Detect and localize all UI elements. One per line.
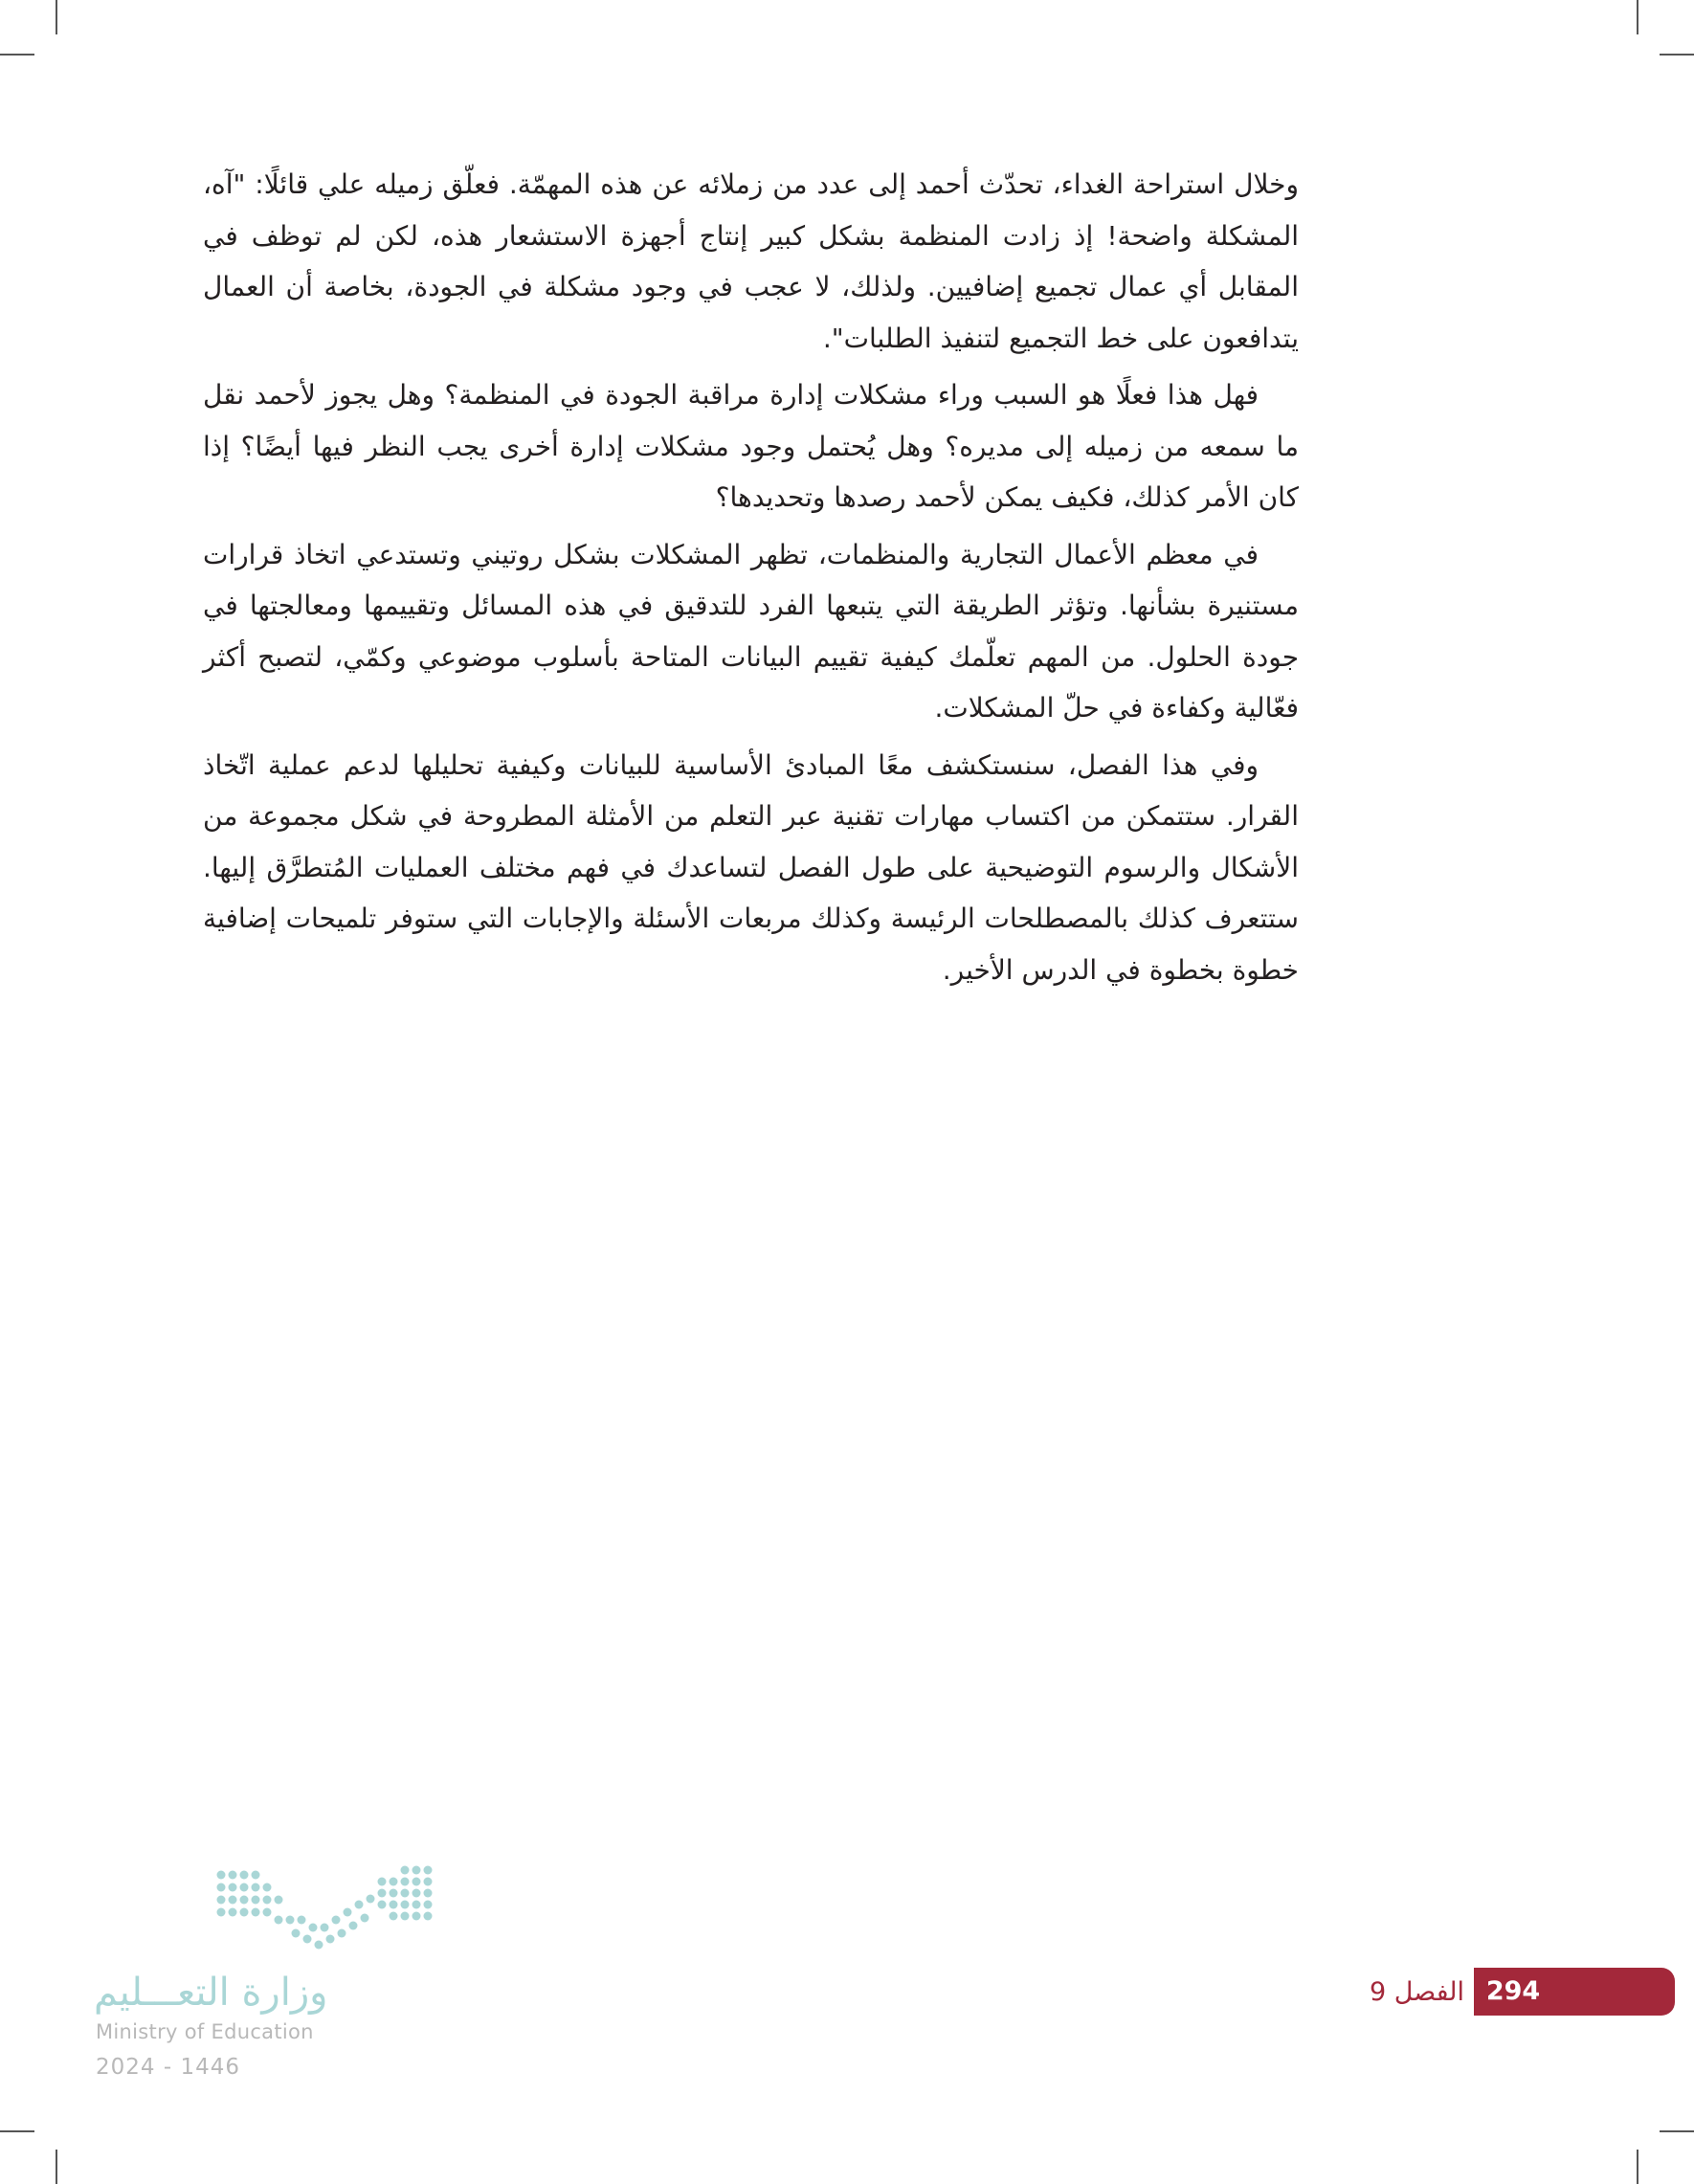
logo-dot — [229, 1908, 237, 1917]
logo-english-text: Ministry of Education — [96, 2020, 314, 2043]
logo-dot — [378, 1889, 387, 1898]
logo-dot — [315, 1941, 323, 1950]
logo-dot — [390, 1901, 398, 1909]
logo-dot — [263, 1883, 272, 1892]
paragraph-2: فهل هذا فعلًا هو السبب وراء مشكلات إدارة مراقبة الجودة في المنظمة؟ وهل يجوز لأحمد نقل ما سمعه من زميله إلى مديره؟ وهل يُحتمل وجود مشكلات إدارة أخرى يجب النظر فيها أيضًا؟ إذا كان الأمر كذلك، فكيف يمكن لأحمد رصدها وتحديدها؟ — [203, 379, 1299, 513]
logo-dot — [309, 1924, 318, 1932]
logo-dot — [217, 1896, 226, 1905]
logo-dot — [424, 1901, 433, 1909]
logo-dot — [390, 1878, 398, 1886]
crop-mark-bottom-right — [1637, 2150, 1638, 2184]
crop-mark-bottom-left-h — [0, 2130, 34, 2132]
logo-dot — [361, 1914, 369, 1923]
paragraph-1: وخلال استراحة الغداء، تحدّث أحمد إلى عدد من زملائه عن هذه المهمّة. فعلّق زميله علي قائلًا: "آه، المشكلة واضحة! إذ زادت المنظمة بشكل كبير إنتاج أجهزة الاستشعار هذه، لكن لم توظف في المقابل أي عمال تجميع إضافيين. ولذلك، لا عجب في وجود مشكلة في الجودة، بخاصة أن العمال يتدافعون على خط التجميع لتنفيذ الطلبات". — [203, 168, 1299, 354]
logo-dot — [275, 1896, 283, 1905]
logo-dot — [229, 1883, 237, 1892]
chapter-label: الفصل 9 — [1369, 1977, 1464, 2007]
logo-dot — [424, 1866, 433, 1875]
logo-dot — [217, 1883, 226, 1892]
logo-dot — [217, 1871, 226, 1880]
logo-dot — [286, 1916, 295, 1925]
logo-dot — [424, 1912, 433, 1921]
logo-arabic-text: وزارة التعـــليم — [94, 1971, 328, 2015]
logo-dot — [326, 1935, 335, 1944]
body-text — [203, 159, 1299, 1001]
logo-dot — [240, 1908, 249, 1917]
logo-dot — [401, 1901, 410, 1909]
logo-dot — [332, 1916, 341, 1925]
logo-dot — [401, 1912, 410, 1921]
logo-dot — [240, 1883, 249, 1892]
crop-mark-top-right — [1637, 0, 1638, 34]
logo-year-text: 2024 - 1446 — [96, 2055, 240, 2080]
page-number: 294 — [1485, 1976, 1541, 2006]
logo-dot — [412, 1889, 421, 1898]
logo-dot — [252, 1883, 260, 1892]
logo-dot — [355, 1901, 364, 1909]
logo-dot — [252, 1896, 260, 1905]
logo-dot — [292, 1929, 301, 1938]
crop-mark-bottom-right-h — [1660, 2130, 1694, 2132]
logo-dot — [275, 1916, 283, 1925]
logo-dot — [412, 1866, 421, 1875]
logo-dot — [263, 1896, 272, 1905]
paragraph-3: في معظم الأعمال التجارية والمنظمات، تظهر المشكلات بشكل روتيني وتستدعي اتخاذ قرارات مستنيرة بشأنها. وتؤثر الطريقة التي يتبعها الفرد للتدقيق في هذه المسائل وتقييمها ومعالجتها في جودة الحلول. من المهم تعلّمك كيفية تقييم البيانات المتاحة بأسلوب موضوعي وكمّي، لتصبح أكثر فعّالية وكفاءة في حلّ المشكلات. — [203, 538, 1299, 724]
logo-dot — [424, 1878, 433, 1886]
logo-dot — [390, 1912, 398, 1921]
logo-dot — [378, 1878, 387, 1886]
logo-dot — [229, 1871, 237, 1880]
crop-mark-top-left-h — [0, 54, 34, 56]
logo-dot — [321, 1924, 329, 1932]
logo-dot — [298, 1916, 306, 1925]
logo-dot — [217, 1908, 226, 1917]
logo-dot — [390, 1889, 398, 1898]
logo-dot — [367, 1895, 375, 1904]
logo-dot — [252, 1908, 260, 1917]
logo-dot — [412, 1901, 421, 1909]
logo-dot — [252, 1871, 260, 1880]
ministry-logo-dots-icon — [206, 1864, 455, 1950]
paragraph-4: وفي هذا الفصل، سنستكشف معًا المبادئ الأساسية للبيانات وكيفية تحليلها لدعم عملية اتّخاذ القرار. ستتمكن من اكتساب مهارات تقنية عبر التعلم من الأمثلة المطروحة في شكل مجموعة من الأشكال والرسوم التوضيحية على طول الفصل لتساعدك في فهم مختلف العمليات المُتطرَّق إليها. ستتعرف كذلك بالمصطلحات الرئيسة وكذلك مربعات الأسئلة والإجابات التي ستوفر تلميحات إضافية خطوة بخطوة في الدرس الأخير. — [203, 748, 1299, 986]
logo-dot — [263, 1908, 272, 1917]
logo-dot — [378, 1901, 387, 1909]
logo-dot — [349, 1922, 358, 1930]
logo-dot — [424, 1889, 433, 1898]
logo-dot — [412, 1912, 421, 1921]
logo-dot — [401, 1889, 410, 1898]
logo-dot — [229, 1896, 237, 1905]
logo-dot — [344, 1908, 352, 1917]
logo-dot — [412, 1878, 421, 1886]
logo-dot — [303, 1935, 312, 1944]
crop-mark-bottom-left — [56, 2150, 57, 2184]
logo-dot — [240, 1896, 249, 1905]
logo-dot — [401, 1866, 410, 1875]
crop-mark-top-left — [56, 0, 57, 34]
logo-dot — [240, 1871, 249, 1880]
crop-mark-top-right-h — [1660, 54, 1694, 56]
logo-dot — [401, 1878, 410, 1886]
logo-dot — [338, 1929, 346, 1938]
